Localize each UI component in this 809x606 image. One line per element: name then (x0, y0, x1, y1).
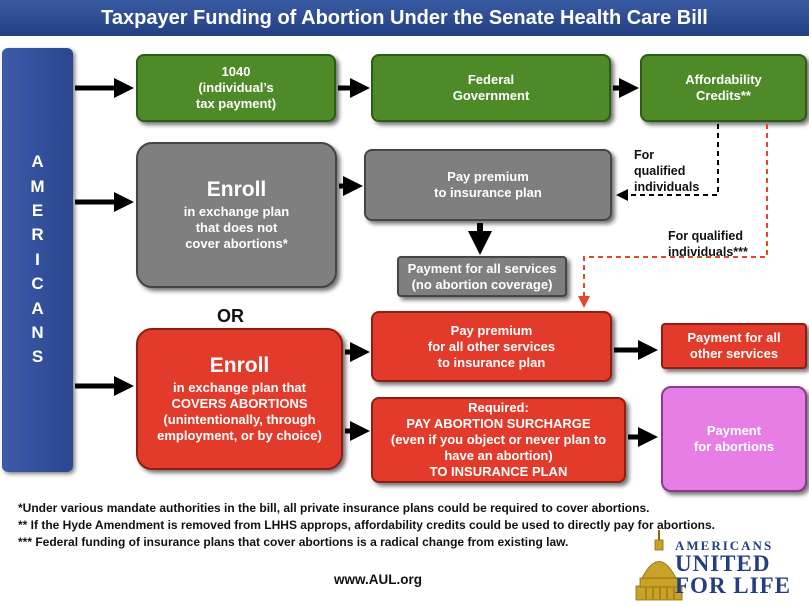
dashed-credit-to-premium-other (584, 124, 767, 302)
pay-premium-text: Pay premium to insurance plan (434, 169, 542, 200)
sidebar-letter: M (30, 176, 45, 196)
logo-line-2: UNITED (675, 551, 771, 576)
sidebar-letter: A (31, 152, 44, 172)
payment-all-services-text: Payment for all services (no abortion coverage) (407, 260, 557, 292)
federal-government-text: Federal Government (452, 72, 530, 103)
sidebar-letter: C (31, 274, 44, 294)
pay-premium-other-text: Pay premium for all other services to insurance plan (427, 322, 556, 370)
logo-line-1: AMERICANS (675, 538, 774, 553)
logo-line-3: FOR LIFE (675, 573, 791, 598)
footnote: *** Federal funding of insurance plans that cover abortions is a radical change from existing law. (18, 535, 569, 549)
sidebar-letter: E (31, 200, 44, 220)
affordability-credits-text: Affordability Credits** (685, 72, 762, 103)
sidebar-letter: A (31, 298, 44, 318)
qualified-individuals-label-2: For qualified individuals*** (668, 229, 748, 259)
payment-abortions-text: Payment for abortions (693, 423, 775, 454)
or-label: OR (217, 306, 244, 326)
enroll-subtitle: in exchange plan that does not cover abortions* (183, 204, 290, 251)
dashed-credit-to-premium (622, 124, 718, 195)
sidebar-letter: I (35, 249, 40, 269)
footnotes (18, 500, 715, 551)
sidebar-letter: S (31, 347, 44, 367)
website-link[interactable]: www.AUL.org (334, 572, 422, 587)
abortion-surcharge-text: Required: PAY ABORTION SURCHARGE (even if you object or never plan to have an abortion) TO INSURANCE PLAN (390, 400, 607, 479)
enroll-title: Enroll (206, 178, 267, 201)
sidebar-letter: N (31, 323, 44, 343)
payment-other-services-text: Payment for all other services (687, 330, 781, 361)
tax-payment-text: 1040 (individual’s tax payment) (195, 64, 277, 111)
qualified-individuals-label: For qualified individuals (634, 148, 700, 194)
aul-logo (675, 539, 791, 597)
enroll-subtitle: in exchange plan that COVERS ABORTIONS (unintentionally, through employment, or by choice) (157, 380, 322, 443)
enroll-title: Enroll (209, 354, 270, 377)
footnote: ** If the Hyde Amendment is removed from LHHS approps, affordability credits could be used to directly pay for abortions. (18, 518, 716, 532)
sidebar-letter: R (31, 225, 44, 245)
page-title: Taxpayer Funding of Abortion Under the Senate Health Care Bill (0, 0, 809, 36)
footnote: *Under various mandate authorities in the bill, all private insurance plans could be required to cover abortions. (18, 501, 650, 515)
